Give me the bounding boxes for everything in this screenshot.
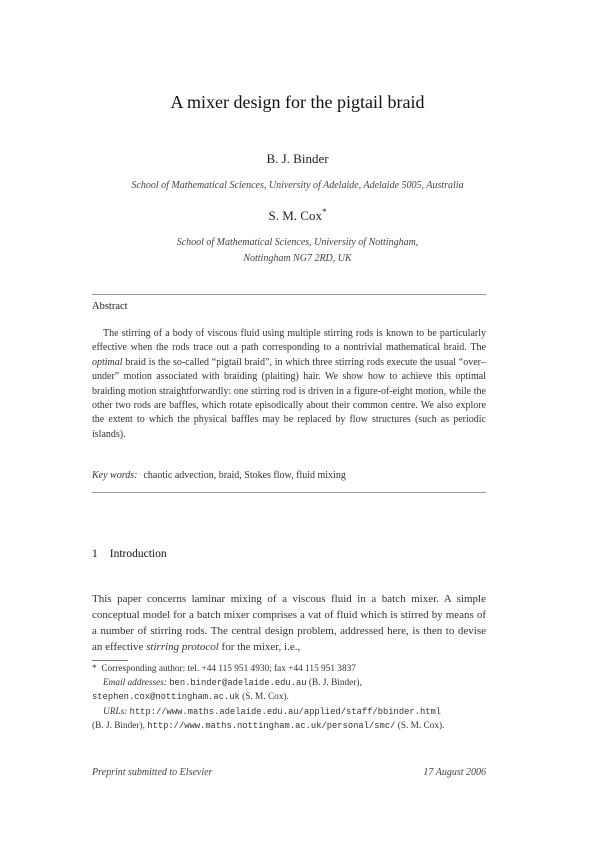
abstract-heading: Abstract (92, 301, 128, 312)
footer-preprint: Preprint submitted to Elsevier (92, 767, 213, 778)
abstract-text: braid is the so-called “pigtail braid”, in which three stirring rods execute the usual “over–under” motion associated with braiding (plaiting) hair. We show how to achieve this optimal braiding motion straightforwardly: one stirring rod is driven in a figure-of-eight motion, while the other two rods are baffles, which rotate episodically about their common centre. We also explore the extent to which the physical baffles may be replaced by flow structures (such as periodic islands). (92, 356, 486, 440)
footnote-corresponding (92, 662, 486, 676)
corresponding-marker: * (321, 207, 327, 217)
email-owner: (S. M. Cox). (239, 692, 289, 703)
keywords-label: Key words: (92, 470, 138, 481)
abstract-bottom-rule (92, 492, 486, 493)
footnote-rule (92, 660, 128, 661)
section-title: Introduction (109, 548, 167, 560)
section-number: 1 (92, 548, 98, 560)
abstract-emphasis: optimal (92, 356, 123, 368)
footer-date: 17 August 2006 (423, 767, 486, 778)
intro-text: This paper concerns laminar mixing of a viscous fluid in a batch mixer. A simple conceptual model for a batch mixer comprises a vat of fluid which is stirred by means of a number of stirring rods. The central design problem, addressed here, is then to devise an effective (92, 593, 486, 654)
keywords-text: chaotic advection, braid, Stokes flow, fluid mixing (143, 470, 346, 481)
url-link-cox[interactable]: http://www.maths.nottingham.ac.uk/personal/smc/ (147, 720, 396, 731)
footnote-emails (92, 676, 486, 704)
paper-title: A mixer design for the pigtail braid (170, 92, 425, 112)
author-name-text: S. M. Cox (268, 208, 322, 223)
intro-text: for the mixer, i.e., (218, 641, 301, 654)
intro-paragraph (92, 591, 486, 655)
email-link-cox[interactable]: stephen.cox@nottingham.ac.uk (92, 692, 240, 703)
abstract-top-rule (92, 294, 486, 295)
author-name (0, 207, 595, 224)
author-affiliation (0, 235, 595, 267)
keywords (92, 470, 346, 481)
url-owner: (B. J. Binder), (92, 720, 145, 731)
author-name: B. J. Binder (266, 151, 329, 166)
footnote-urls (92, 705, 486, 733)
abstract-text: The stirring of a body of viscous fluid using multiple stirring rods is known to be particularly effective when the rods trace out a path corresponding to a nontrivial mathematical braid. The (92, 328, 486, 354)
url-owner: (S. M. Cox). (395, 720, 445, 731)
intro-emphasis: stirring protocol (146, 641, 219, 654)
affiliation-line: Nottingham NG7 2RD, UK (243, 253, 352, 264)
section-heading (92, 548, 167, 560)
affiliation-line: School of Mathematical Sciences, University of Nottingham, (176, 237, 419, 248)
author-affiliation: School of Mathematical Sciences, University of Adelaide, Adelaide 5005, Australia (131, 180, 464, 191)
footnote-corresponding-text: Corresponding author: tel. +44 115 951 4930; fax +44 115 951 3837 (101, 664, 356, 674)
email-link-binder[interactable]: ben.binder@adelaide.edu.au (169, 678, 307, 689)
footnote-marker: * (92, 664, 97, 674)
urls-label: URLs: (103, 706, 128, 717)
email-owner: (B. J. Binder), (306, 678, 362, 689)
abstract-body (92, 327, 486, 442)
footnote (92, 662, 486, 733)
url-link-binder[interactable]: http://www.maths.adelaide.edu.au/applied/staff/bbinder.html (129, 706, 442, 717)
email-label: Email addresses: (103, 678, 167, 689)
